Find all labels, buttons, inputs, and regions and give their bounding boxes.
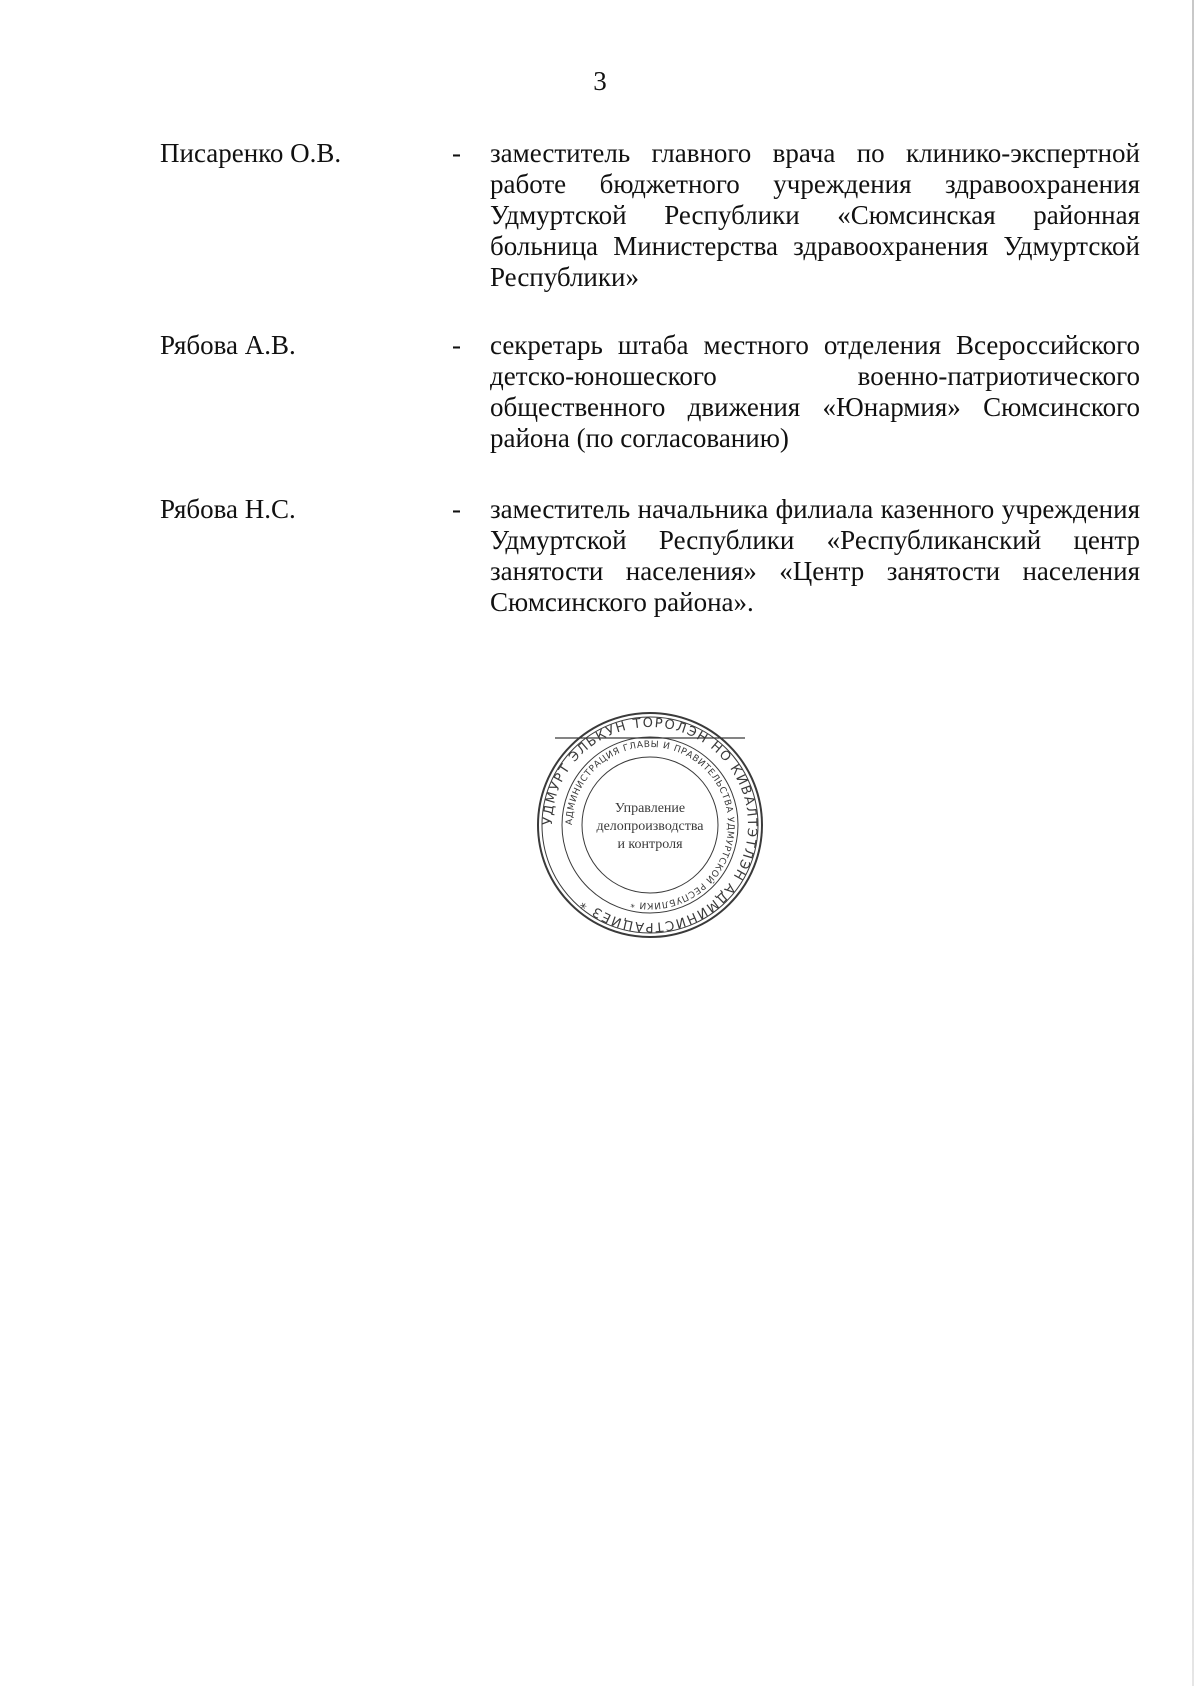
- member-dash: -: [452, 330, 461, 360]
- member-description: секретарь штаба местного отделения Всероссийского детско-юношеского военно-патриотического общественного движения «Юнармия» Сюмсинского района (по согласованию): [490, 330, 1140, 453]
- official-seal-icon: [535, 710, 765, 940]
- member-description: заместитель начальника филиала казенного учреждения Удмуртской Республики «Республиканский центр занятости населения» «Центр занятости населения Сюмсинского района».: [490, 494, 1140, 617]
- member-dash: -: [452, 138, 461, 168]
- member-name: Писаренко О.В.: [160, 138, 342, 168]
- member-dash: -: [452, 494, 461, 524]
- page-number: 3: [593, 66, 607, 96]
- scan-edge-line: [1192, 0, 1194, 1686]
- member-name: Рябова А.В.: [160, 330, 296, 360]
- seal-inner-text: АДМИНИСТРАЦИЯ ГЛАВЫ И ПРАВИТЕЛЬСТВА УДМУРТСКОЙ РЕСПУБЛИКИ *: [564, 739, 736, 911]
- seal-center-line-3: и контроля: [617, 837, 683, 852]
- member-entry-2: [160, 330, 1140, 454]
- member-name: Рябова Н.С.: [160, 494, 296, 524]
- member-entry-3: [160, 494, 1140, 618]
- seal-center-line-1: Управление: [614, 801, 686, 816]
- seal-center-line-2: делопроизводства: [596, 819, 704, 834]
- member-entry-1: [160, 138, 1140, 293]
- member-description: заместитель главного врача по клинико-экспертной работе бюджетного учреждения здравоохранения Удмуртской Республики «Сюмсинская районная больница Министерства здравоохранения Удмуртской Республики»: [490, 138, 1140, 292]
- seal-outer-text: УДМУРТ ЭЛЬКУН ТОРОЛЭН НО КИВАЛТЭТЛЭН АДМИНИСТРАЦИЕЗ *: [540, 715, 760, 935]
